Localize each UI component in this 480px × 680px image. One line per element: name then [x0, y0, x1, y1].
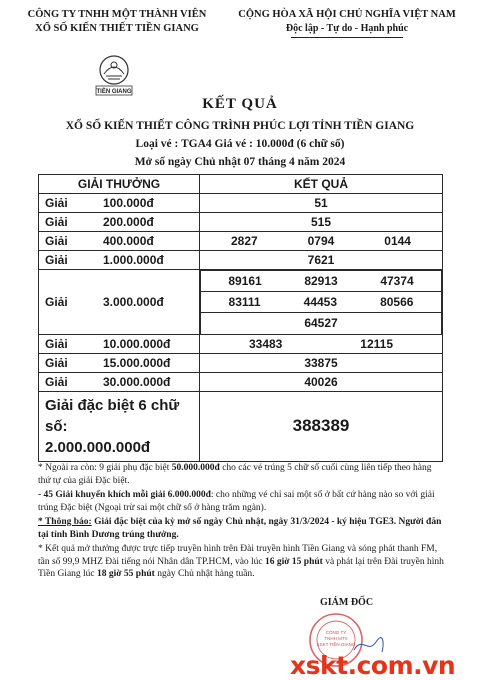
table-row: [39, 353, 443, 372]
table-row: [39, 270, 443, 335]
prize-amount: 1.000.000đ: [103, 253, 164, 267]
result-number: 51: [314, 196, 328, 210]
result-number: 515: [310, 215, 332, 229]
results-table: [38, 174, 443, 462]
draw-date: Mở số ngày Chủ nhật 07 tháng 4 năm 2024: [134, 156, 346, 168]
svg-text:CÔNG TY: CÔNG TY: [325, 630, 347, 635]
prize-label: Giải: [45, 294, 68, 309]
ticket-info: Loại vé : TGA4 Giá vé : 10.000đ (6 chữ số): [135, 138, 345, 150]
note-consolation: [38, 462, 444, 487]
note-text: cho các vé trúng 5 chữ số cuối cùng liên tiếp theo hàng thứ tự của giải Đặc biệt.: [38, 463, 432, 486]
note-text: ngày Chủ nhật hàng tuần.: [154, 569, 255, 579]
note-bold: 16 giờ 15 phút: [265, 556, 323, 567]
motto-underline: [291, 37, 403, 38]
note-text: * Ngoài ra còn: 9 giải phụ đặc biệt: [38, 463, 172, 473]
table-row: [39, 372, 443, 391]
column-header-result: KẾT QUẢ: [200, 175, 443, 194]
note-text: : cho những vé chỉ sai một số ở bất cứ hàng nào so với giải trúng Đặc biệt (Ngoại trừ sai một chữ số ở hàng trăm ngàn).: [38, 490, 435, 513]
national-motto: Độc lập - Tự do - Hạnh phúc: [285, 23, 409, 34]
result-number: 83111: [228, 295, 261, 309]
site-watermark: xskt.com.vn: [290, 651, 456, 680]
notes-section: [38, 462, 444, 583]
company-header: [22, 8, 212, 36]
company-name-line1: CÔNG TY TNHH MỘT THÀNH VIÊN: [27, 9, 207, 20]
prize-amount: 15.000.000đ: [103, 355, 171, 370]
prize-label: Giải: [45, 196, 68, 210]
prize-amount: 200.000đ: [103, 215, 154, 229]
note-text: và phát lại trên Đài truyền hình Tiền Giang lúc: [38, 556, 444, 579]
note-encouragement: [38, 489, 444, 514]
note-text: * Kết quả mở thưởng được trực tiếp truyền hình trên Đài truyền hình Tiền Giang và sóng phát thanh FM, tần số 99,9 MHZ Đài tiếng nói Nhân dân TP.HCM, vào lúc: [38, 544, 438, 567]
special-prize-label: Giải đặc biệt 6 chữ số:: [45, 396, 180, 435]
special-prize-row: [39, 391, 443, 461]
result-number: 47374: [380, 274, 414, 288]
prize-label: Giải: [45, 355, 68, 370]
document-title: KẾT QUẢ: [202, 96, 278, 112]
result-number: 64527: [304, 316, 338, 331]
special-prize-number: 388389: [292, 416, 350, 435]
table-row: [39, 251, 443, 270]
note-broadcast: [38, 543, 444, 581]
result-number: 33483: [248, 336, 283, 351]
company-logo: [92, 52, 136, 96]
result-number: 89161: [228, 274, 262, 288]
prize-label: Giải: [45, 336, 68, 351]
prize-amount: 100.000đ: [103, 196, 154, 210]
result-subtable: [200, 270, 442, 334]
prize-amount: 400.000đ: [103, 234, 154, 248]
national-header: [222, 8, 472, 38]
result-number: 0144: [384, 234, 411, 248]
prize-label: Giải: [45, 234, 68, 248]
result-number: 7621: [307, 253, 335, 267]
prize-label: Giải: [45, 253, 68, 267]
note-announcement: [38, 516, 444, 541]
prize-amount: 10.000.000đ: [103, 336, 171, 351]
national-title: CỘNG HÒA XÃ HỘI CHỦ NGHĨA VIỆT NAM: [238, 9, 456, 20]
prize-label: Giải: [45, 215, 68, 229]
result-number: 12115: [360, 336, 394, 351]
column-header-prize: GIẢI THƯỞNG: [39, 175, 200, 194]
table-row: [39, 232, 443, 251]
result-number: 82913: [304, 274, 338, 288]
company-name-line2: XỔ SỐ KIẾN THIẾT TIỀN GIANG: [35, 23, 199, 34]
table-row: [39, 334, 443, 353]
result-number: 2827: [230, 234, 258, 248]
result-number: 0794: [307, 234, 335, 248]
logo-text: TIỀN GIANG: [96, 89, 132, 95]
table-row: [39, 213, 443, 232]
director-title: GIÁM ĐỐC: [320, 597, 374, 608]
document-subtitle: XỔ SỐ KIẾN THIẾT CÔNG TRÌNH PHÚC LỢI TỈNH TIỀN GIANG: [65, 120, 415, 132]
note-bold: - 45 Giải khuyến khích mỗi giải 6.000.000đ: [38, 490, 211, 500]
note-bold: * Thông báo:: [38, 517, 92, 527]
result-number: 80566: [380, 295, 414, 309]
result-number: 40026: [304, 374, 338, 389]
prize-amount: 30.000.000đ: [103, 374, 171, 389]
signature-stroke: [354, 638, 383, 652]
note-bold: 18 giờ 55 phút: [97, 569, 155, 579]
result-number: 44453: [303, 295, 338, 309]
note-bold: Giải đặc biệt của kỳ mở số ngày Chủ nhật, ngày 31/3/2024 - ký hiệu TGE3. Người đăn tại tỉnh Bình Dương trúng thưởng.: [38, 517, 442, 540]
special-prize-amount: 2.000.000.000đ: [45, 438, 151, 456]
prize-label: Giải: [45, 374, 68, 389]
svg-text:TNHH MTV: TNHH MTV: [324, 636, 348, 641]
table-row: [39, 194, 443, 213]
result-number: 33875: [304, 355, 338, 370]
note-bold: 50.000.000đ: [171, 463, 220, 473]
prize-amount: 3.000.000đ: [103, 294, 164, 309]
svg-text:XSKT TIỀN GIANG: XSKT TIỀN GIANG: [316, 642, 356, 647]
